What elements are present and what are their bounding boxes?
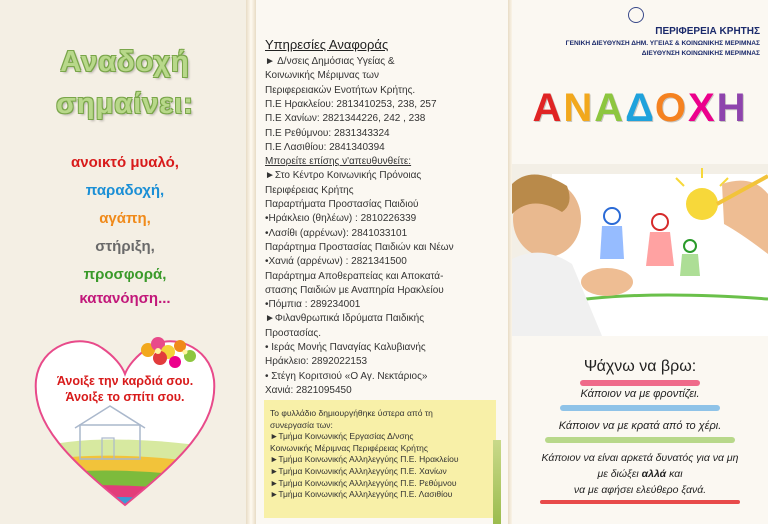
services-line: •Λασίθι (αρρένων): 2841033101	[265, 227, 408, 239]
services-line: Μπορείτε επίσης ν'απευθυνθείτε:	[265, 156, 412, 168]
brand-title	[520, 86, 760, 131]
meaning-word: αγάπη,	[99, 210, 151, 227]
cooperation-line: συνεργασία των:	[270, 419, 333, 430]
brand-letter: Η	[716, 86, 748, 130]
fold-line-1	[246, 0, 256, 524]
cooperation-line: Κοινωνικής Μέριμνας Περιφέρειας Κρήτης	[270, 442, 429, 453]
cooperation-line: Το φυλλάδιο δημιουργήθηκε ύστερα από τη	[270, 408, 433, 418]
underline-stroke-4	[540, 500, 740, 504]
seeking-line-3b-pre: με διώξει	[597, 468, 642, 480]
heart-line-1: Άνοιξε την καρδιά σου.	[56, 374, 194, 388]
services-line: Π.Ε Ηρακλείου: 2813410253, 238, 257	[265, 98, 437, 110]
services-line: •Ηράκλειο (θηλέων) : 2810226339	[265, 213, 417, 225]
services-heading: Υπηρεσίες Αναφοράς	[265, 37, 389, 52]
seeking-line-1: Κάποιον να με φροντίζει.	[580, 388, 700, 400]
org-sub-2: ΔΙΕΥΘΥΝΣΗ ΚΟΙΝΩΝΙΚΗΣ ΜΕΡΙΜΝΑΣ	[641, 50, 760, 57]
brand-letter: Δ	[625, 86, 655, 130]
cooperation-line: ►Τμήμα Κοινωνικής Αλληλεγγύης Π.Ε. Ρεθύμνου	[270, 477, 457, 488]
services-line: • Ιεράς Μονής Παναγίας Καλυβιανής	[265, 342, 426, 353]
heart-icon	[30, 330, 220, 510]
services-line: Π.Ε Λασιθίου: 2841340394	[265, 141, 385, 153]
services-line: Χανιά: 2821095450	[265, 384, 352, 396]
underline-stroke-2	[560, 405, 720, 411]
brand-letter: Ν	[563, 86, 595, 130]
services-line: Π.Ε Χανίων: 2821344226, 242 , 238	[265, 113, 426, 125]
services-line: Προστασίας.	[265, 327, 322, 339]
services-line: Περιφέρειας Κρήτης	[265, 184, 354, 196]
seeking-line-3b-em: αλλά	[641, 468, 667, 480]
services-line: ►Στο Κέντρο Κοινωνικής Πρόνοιας	[265, 170, 422, 182]
underline-stroke-3	[545, 437, 735, 443]
services-line: Παράρτημα Αποθεραπείας και Αποκατά-	[265, 270, 444, 282]
cooperation-line: ►Τμήμα Κοινωνικής Αλληλεγγύης Π.Ε. Χανίων	[270, 466, 447, 476]
brand-letter: Α	[594, 86, 626, 130]
meaning-word: στήριξη,	[95, 238, 155, 255]
services-line: Ηράκλειο: 2892022153	[265, 356, 368, 368]
brand-letter: Ο	[654, 86, 688, 130]
meaning-word: προσφορά,	[83, 266, 167, 283]
title-line-1: Αναδοχή	[60, 46, 190, 78]
services-line: ► Δ/νσεις Δημόσιας Υγείας &	[265, 56, 395, 67]
seeking-line-3c: να με αφήσει ελεύθερο ξανά.	[573, 484, 707, 496]
services-line: •Πόμπια : 289234001	[265, 299, 361, 311]
heart-line-2: Άνοιξε το σπίτι σου.	[65, 390, 185, 404]
services-line: Παράρτημα Προστασίας Παιδιών και Νέων	[265, 241, 454, 253]
seeking-line-3b	[520, 468, 760, 480]
region-seal-icon	[628, 7, 644, 23]
seeking-heading: Ψάχνω να βρω:	[583, 358, 697, 375]
services-line: Παραρτήματα Προστασίας Παιδιού	[265, 199, 419, 210]
services-line: • Στέγη Κοριτσιού «Ο Αγ. Νεκτάριος»	[265, 370, 428, 382]
decorative-strip	[493, 440, 501, 524]
meaning-word: κατανόηση...	[79, 290, 171, 307]
title-line-2: σημαίνει:	[56, 88, 194, 120]
meaning-word: παραδοχή,	[85, 182, 165, 199]
services-line: •Χανιά (αρρένων) : 2821341500	[265, 256, 407, 268]
seeking-line-3b-post: και	[666, 468, 683, 480]
seeking-line-2: Κάποιον να με κρατά από το χέρι.	[558, 420, 722, 432]
services-line: Π.Ε Ρεθύμνου: 2831343324	[265, 127, 390, 139]
underline-stroke-1	[580, 380, 700, 386]
brand-letter: Χ	[687, 86, 717, 130]
services-line: Κοινωνικής Μέριμνας των	[265, 70, 379, 82]
meaning-word: ανοικτό μυαλό,	[71, 154, 179, 171]
cooperation-line: ►Τμήμα Κοινωνικής Αλληλεγγύης Π.Ε. Λασιθίου	[270, 489, 453, 500]
services-line: στασης Παιδιών με Αναπηρία Ηρακλείου	[265, 284, 444, 296]
seeking-line-3a: Κάποιον να είναι αρκετά δυνατός για να μη	[541, 452, 739, 464]
org-name: ΠΕΡΙΦΕΡΕΙΑ ΚΡΗΤΗΣ	[655, 26, 760, 37]
child-drawing-photo	[512, 164, 768, 336]
heart-illustration	[30, 330, 220, 510]
brand-letter: Α	[532, 86, 564, 130]
services-line: ►Φιλανθρωπικά Ιδρύματα Παιδικής	[265, 313, 425, 325]
cooperation-line: ►Τμήμα Κοινωνικής Εργασίας Δ/νσης	[270, 431, 414, 442]
services-line: Περιφερειακών Ενοτήτων Κρήτης.	[265, 84, 416, 96]
cooperation-line: ►Τμήμα Κοινωνικής Αλληλεγγύης Π.Ε. Ηρακλείου	[270, 454, 459, 465]
org-sub-1: ΓΕΝΙΚΗ ΔΙΕΥΘΥΝΣΗ ΔΗΜ. ΥΓΕΙΑΣ & ΚΟΙΝΩΝΙΚΗΣ ΜΕΡΙΜΝΑΣ	[565, 40, 760, 47]
